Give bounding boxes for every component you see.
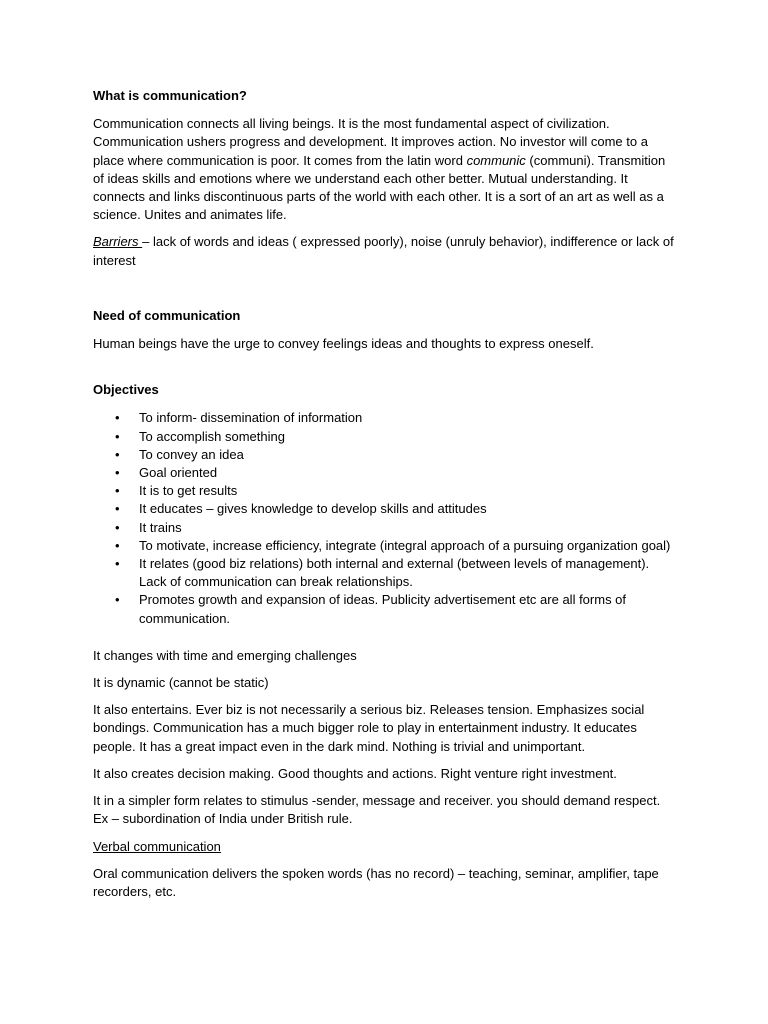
list-item: • To convey an idea xyxy=(93,446,678,464)
barriers-text: – lack of words and ideas ( expressed poorly), noise (unruly behavior), indifference or lack of interest xyxy=(93,234,674,268)
bullet-icon: • xyxy=(115,519,120,535)
objectives-list xyxy=(93,409,678,627)
heading-verbal-communication: Verbal communication xyxy=(93,838,221,854)
list-item: • To accomplish something xyxy=(93,428,678,446)
bullet-icon: • xyxy=(115,410,120,426)
barriers-label: Barriers xyxy=(93,234,143,250)
paragraph-oral-communication: Oral communication delivers the spoken words (has no record) – teaching, seminar, amplifier, tape recorders, etc. xyxy=(93,865,659,899)
bullet-icon: • xyxy=(115,592,120,608)
list-item: • To motivate, increase efficiency, integrate (integral approach of a pursuing organization goal) xyxy=(93,537,678,555)
list-item: • Goal oriented xyxy=(93,464,678,482)
paragraph-definition xyxy=(93,115,678,224)
bullet-icon: • xyxy=(115,501,120,517)
paragraph-changes: It changes with time and emerging challenges xyxy=(93,647,357,663)
heading-need-of-communication: Need of communication xyxy=(93,307,241,323)
bullet-icon: • xyxy=(115,465,120,481)
bullet-icon: • xyxy=(115,428,120,444)
latin-word: communic xyxy=(466,152,526,168)
bullet-icon: • xyxy=(115,446,120,462)
list-item: • It trains xyxy=(93,519,678,537)
list-item: • Promotes growth and expansion of ideas. Publicity advertisement etc are all forms of communication. xyxy=(115,592,627,626)
list-item: • It educates – gives knowledge to develop skills and attitudes xyxy=(93,500,678,518)
spacer xyxy=(93,279,678,307)
definition-text: Communication connects all living beings. It is the most fundamental aspect of civilization. Communication ushers progress and development. It improves action. No investor will come to a place where communication is poor. It comes from the latin word xyxy=(93,116,648,168)
list-item: • It relates (good biz relations) both internal and external (between levels of management). Lack of communication can break relationships. xyxy=(115,556,650,590)
paragraph-dynamic: It is dynamic (cannot be static) xyxy=(93,675,269,691)
list-item: • To inform- dissemination of information xyxy=(93,409,678,427)
heading-objectives: Objectives xyxy=(93,382,159,398)
list-item: • It is to get results xyxy=(93,482,678,500)
bullet-icon: • xyxy=(115,556,120,572)
heading-what-is-communication: What is communication? xyxy=(93,88,247,103)
paragraph-decision-making: It also creates decision making. Good thoughts and actions. Right venture right investment. xyxy=(93,765,617,781)
paragraph-need: Human beings have the urge to convey feelings ideas and thoughts to express oneself. xyxy=(93,336,594,352)
definition-tail: (communi). Transmition of ideas skills and emotions where we understand each other better. Mutual understanding. It connects and links discontinuous parts of the world with each other. It is a sort of an art as well as a science. Unites and animates life. xyxy=(93,152,666,223)
bullet-icon: • xyxy=(115,537,120,553)
spacer xyxy=(93,362,678,381)
paragraph-entertains: It also entertains. Ever biz is not necessarily a serious biz. Releases tension. Emphasizes social bondings. Communication has a much bigger role to play in entertainment industry. It educates people. It has a great impact even in the dark mind. Nothing is trivial and unimportant. xyxy=(93,702,645,754)
bullet-icon: • xyxy=(115,483,120,499)
paragraph-barriers xyxy=(93,233,678,269)
paragraph-stimulus: It in a simpler form relates to stimulus -sender, message and receiver. you should demand respect. Ex – subordination of India under British rule. xyxy=(93,793,661,827)
